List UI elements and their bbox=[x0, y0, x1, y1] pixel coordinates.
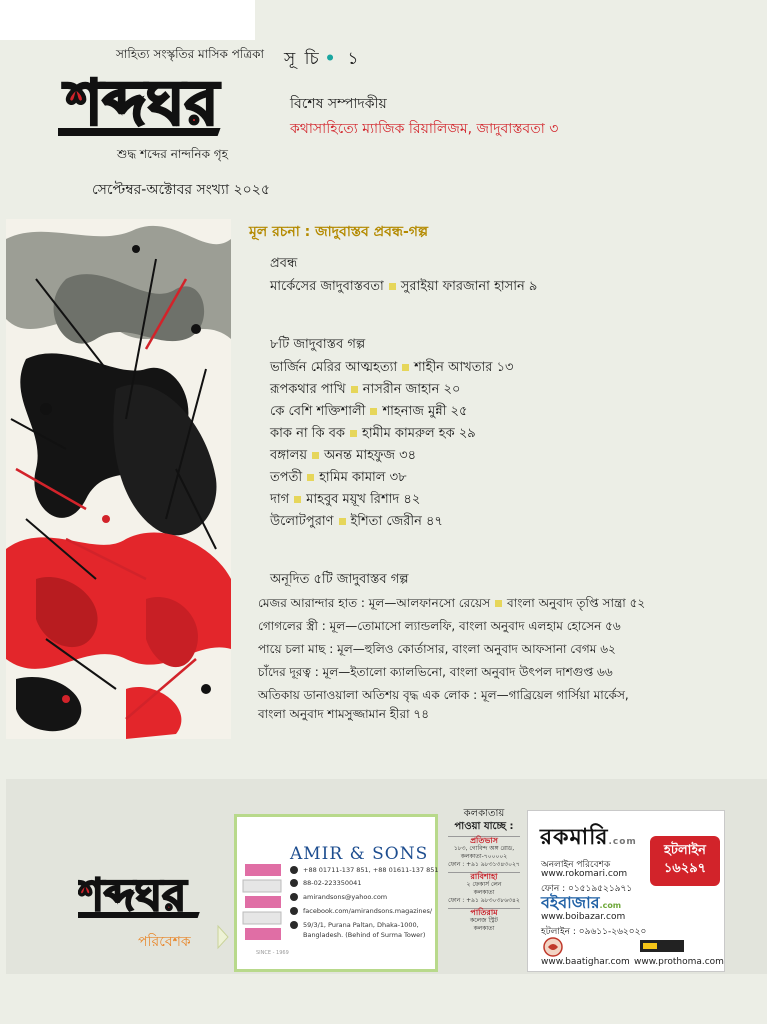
baatighar-logo-icon bbox=[541, 937, 565, 957]
square-bullet-icon bbox=[294, 496, 301, 503]
rokomari-role: অনলাইন পরিবেশক bbox=[541, 860, 611, 870]
amir-phone[interactable] bbox=[290, 866, 439, 874]
entry-author: হামীম কামরুল হক ২৯ bbox=[362, 426, 476, 441]
toc-entry[interactable] bbox=[270, 424, 476, 445]
toc-entry[interactable]: পায়ে চলা মাছ : মূল—হুলিও কোর্তাসার, বাংলা অনুবাদ আফসানা বেগম ৬২ bbox=[258, 642, 616, 656]
toc-entry[interactable] bbox=[270, 468, 407, 489]
boibazar-url[interactable]: www.boibazar.com bbox=[541, 912, 626, 922]
entry-author: সুরাইয়া ফারজানা হাসান ৯ bbox=[400, 279, 538, 294]
special-editorial-item[interactable]: কথাসাহিত্যে ম্যাজিক রিয়ালিজম, জাদুবাস্তবতা ৩ bbox=[290, 121, 559, 137]
stockist-entry bbox=[444, 873, 524, 905]
svg-text:শব্দঘর: শব্দঘর bbox=[66, 66, 219, 139]
rokomari-logo[interactable] bbox=[540, 820, 637, 857]
amir-address bbox=[290, 921, 419, 929]
stockist-phone: ফোন : +৯১ ৯৮৩০৩৮৬৩৪২ bbox=[448, 897, 520, 904]
masthead-subtitle: শুদ্ধ শব্দের নান্দনিক গৃহ bbox=[117, 147, 228, 161]
amir-tel[interactable] bbox=[290, 879, 361, 887]
toc-page-number: ১ bbox=[347, 49, 361, 69]
toc-entry[interactable] bbox=[270, 277, 537, 298]
amir-phone-text: +88 01711-137 851, +88 01611-137 851 bbox=[303, 866, 439, 874]
amir-tel-text: 88-02-223350041 bbox=[303, 879, 362, 887]
toc-entry[interactable]: অতিকায় ডানাওয়ালা অতিশয় বৃদ্ধ এক লোক : মূল—গাব্রিয়েল গার্সিয়া মার্কেস, bbox=[258, 688, 629, 702]
amir-address-line1: 59/3/1, Purana Paltan, Dhaka-1000, bbox=[303, 921, 419, 929]
entry-translator: বাংলা অনুবাদ তৃপ্তি সান্ত্রা ৫২ bbox=[507, 596, 646, 610]
boibazar-logo-suffix: .com bbox=[599, 901, 622, 910]
amir-facebook[interactable] bbox=[290, 907, 432, 915]
hotline-label: হটলাইন bbox=[664, 843, 706, 858]
special-editorial-title: বিশেষ সম্পাদকীয় bbox=[290, 96, 387, 112]
stockist-address: ১৮৩, গোবিন্দ অঙ্গ রোড, bbox=[453, 845, 515, 852]
stockist-phone: ফোন : +৯১ ৯৮৩১৩৪৩০২৭ bbox=[448, 861, 520, 868]
distributor-label: পরিবেশক bbox=[138, 934, 191, 950]
books-icon bbox=[241, 856, 285, 952]
baatighar-url[interactable]: www.baatighar.com bbox=[541, 957, 630, 967]
stockist-entry bbox=[444, 909, 524, 933]
top-white-strip bbox=[0, 0, 255, 40]
entry-author: অনন্ত মাহফুজ ৩৪ bbox=[323, 448, 417, 463]
amir-email-text: amirandsons@yahoo.com bbox=[303, 893, 388, 901]
kolkata-title2: পাওয়া যাচ্ছে : bbox=[454, 821, 514, 832]
entry-author: ইশিতা জেরীন ৪৭ bbox=[350, 514, 443, 529]
boibazar-hotline: হটলাইন : ০৯৬১১-২৬২০২০ bbox=[541, 927, 647, 937]
hotline-number: ১৬২৯৭ bbox=[663, 861, 707, 876]
toc-entry[interactable] bbox=[270, 358, 513, 379]
amir-address-line2: Bangladesh. (Behind of Surma Tower) bbox=[303, 931, 426, 939]
location-pin-icon bbox=[290, 921, 298, 929]
toc-entry[interactable] bbox=[270, 380, 460, 401]
stockist-city: কলকাতা-৭০০০০২ bbox=[460, 853, 508, 860]
rokomari-logo-suffix: .com bbox=[608, 837, 637, 847]
translated-section-title: অনূদিত ৫টি জাদুবাস্তব গল্প bbox=[270, 572, 409, 587]
square-bullet-icon bbox=[307, 474, 314, 481]
entry-title: কে বেশি শক্তিশালী bbox=[270, 404, 366, 419]
since-label: SINCE - 1969 bbox=[256, 950, 289, 956]
arrow-right-icon bbox=[216, 924, 230, 950]
phone-icon bbox=[290, 866, 298, 874]
main-section-heading: মূল রচনা : জাদুবাস্তব প্রবন্ধ-গল্প bbox=[249, 224, 428, 240]
entry-title: রূপকথার পাখি bbox=[270, 382, 346, 397]
toc-entry[interactable] bbox=[270, 446, 416, 467]
facebook-icon bbox=[290, 907, 298, 915]
amir-email[interactable] bbox=[290, 893, 387, 901]
entry-title: বঙ্গালয় bbox=[270, 448, 307, 463]
toc-entry[interactable] bbox=[270, 490, 420, 511]
toc-entry[interactable]: গোগলের স্ত্রী : মূল—তোমাসো ল্যান্ডলফি, বাংলা অনুবাদ এলহাম হোসেন ৫৬ bbox=[258, 619, 621, 633]
square-bullet-icon bbox=[402, 364, 409, 371]
prothoma-logo-icon bbox=[640, 937, 684, 955]
toc-title-text: সূ চি bbox=[284, 49, 321, 69]
square-bullet-icon bbox=[389, 283, 396, 290]
square-bullet-icon bbox=[370, 408, 377, 415]
entry-title: মার্কেসের জাদুবাস্তবতা bbox=[270, 279, 384, 294]
tagline: সাহিত্য সংস্কৃতির মাসিক পত্রিকা bbox=[116, 47, 265, 61]
entry-title: কাক না কি বক bbox=[270, 426, 346, 441]
rokomari-url[interactable]: www.rokomari.com bbox=[541, 869, 628, 879]
square-bullet-icon bbox=[350, 430, 357, 437]
square-bullet-icon bbox=[495, 600, 502, 607]
teal-dot-icon: • bbox=[324, 49, 338, 69]
entry-title: দাগ bbox=[270, 492, 290, 507]
entry-author: শাহনাজ মুন্নী ২৫ bbox=[382, 404, 468, 419]
telephone-icon bbox=[290, 879, 298, 887]
essay-section-title: প্রবন্ধ bbox=[270, 256, 298, 271]
stockist-name: পাতিরাম bbox=[470, 908, 498, 917]
rokomari-phone: ফোন : ০১৫১৯৫২১৯৭১ bbox=[541, 884, 633, 894]
stories-section-title: ৮টি জাদুবাস্তব গল্প bbox=[270, 337, 366, 352]
stockist-name: রাবিশাহা bbox=[470, 872, 498, 881]
square-bullet-icon bbox=[312, 452, 319, 459]
toc-entry[interactable] bbox=[270, 402, 467, 423]
entry-title: তপতী bbox=[270, 470, 303, 485]
svg-text:শব্দঘর: শব্দঘর bbox=[78, 870, 187, 921]
masthead-logo bbox=[58, 58, 268, 144]
square-bullet-icon bbox=[351, 386, 358, 393]
entry-author: মাহবুব ময়ূখ রিশাদ ৪২ bbox=[306, 492, 421, 507]
toc-entry[interactable]: চাঁদের দূরত্ব : মূল—ইতালো ক্যালভিনো, বাংলা অনুবাদ উৎপল দাশগুপ্ত ৬৬ bbox=[258, 665, 613, 679]
entry-title: উলোটপুরাণ bbox=[270, 514, 334, 529]
entry-author: নাসরীন জাহান ২০ bbox=[362, 382, 461, 397]
toc-title bbox=[284, 46, 361, 74]
amir-facebook-text: facebook.com/amirandsons.magazines/ bbox=[303, 907, 433, 915]
entry-title: মেজর আরান্দার হাত : মূল—আলফানসো রেয়েস bbox=[258, 596, 491, 610]
stockist-address: ২ ফেকার্স লেন bbox=[466, 881, 502, 888]
prothoma-url[interactable]: www.prothoma.com bbox=[634, 957, 724, 967]
splatter-artwork bbox=[6, 219, 231, 739]
kolkata-title1: কলকাতায় bbox=[463, 808, 505, 819]
footer-masthead-logo bbox=[78, 862, 228, 924]
kolkata-stockists bbox=[444, 807, 524, 933]
email-icon bbox=[290, 893, 298, 901]
toc-entry[interactable] bbox=[258, 595, 645, 615]
stockist-address: কলেজ স্ট্রিট bbox=[470, 917, 498, 924]
toc-entry[interactable] bbox=[270, 512, 443, 533]
entry-author: শাহীন আখতার ১৩ bbox=[414, 360, 514, 375]
toc-entry-continued: বাংলা অনুবাদ শামসুজ্জামান হীরা ৭৪ bbox=[258, 707, 429, 721]
boibazar-logo-text: বইবাজার bbox=[541, 893, 600, 912]
entry-author: হামিম কামাল ৩৮ bbox=[319, 470, 407, 485]
stockist-name: প্রতিভাস bbox=[470, 836, 498, 845]
issue-date: সেপ্টেম্বর-অক্টোবর সংখ্যা ২০২৫ bbox=[92, 182, 270, 198]
stockist-city: কলকাতা bbox=[473, 889, 495, 896]
square-bullet-icon bbox=[339, 518, 346, 525]
amir-sons-name: AMIR & SONS bbox=[290, 844, 429, 864]
stockist-city: কলকাতা bbox=[473, 925, 495, 932]
stockist-entry bbox=[444, 837, 524, 869]
rokomari-logo-text: রকমারি bbox=[540, 825, 609, 850]
hotline-badge bbox=[650, 836, 720, 886]
entry-title: ভার্জিন মেরির আত্মহত্যা bbox=[270, 360, 398, 375]
